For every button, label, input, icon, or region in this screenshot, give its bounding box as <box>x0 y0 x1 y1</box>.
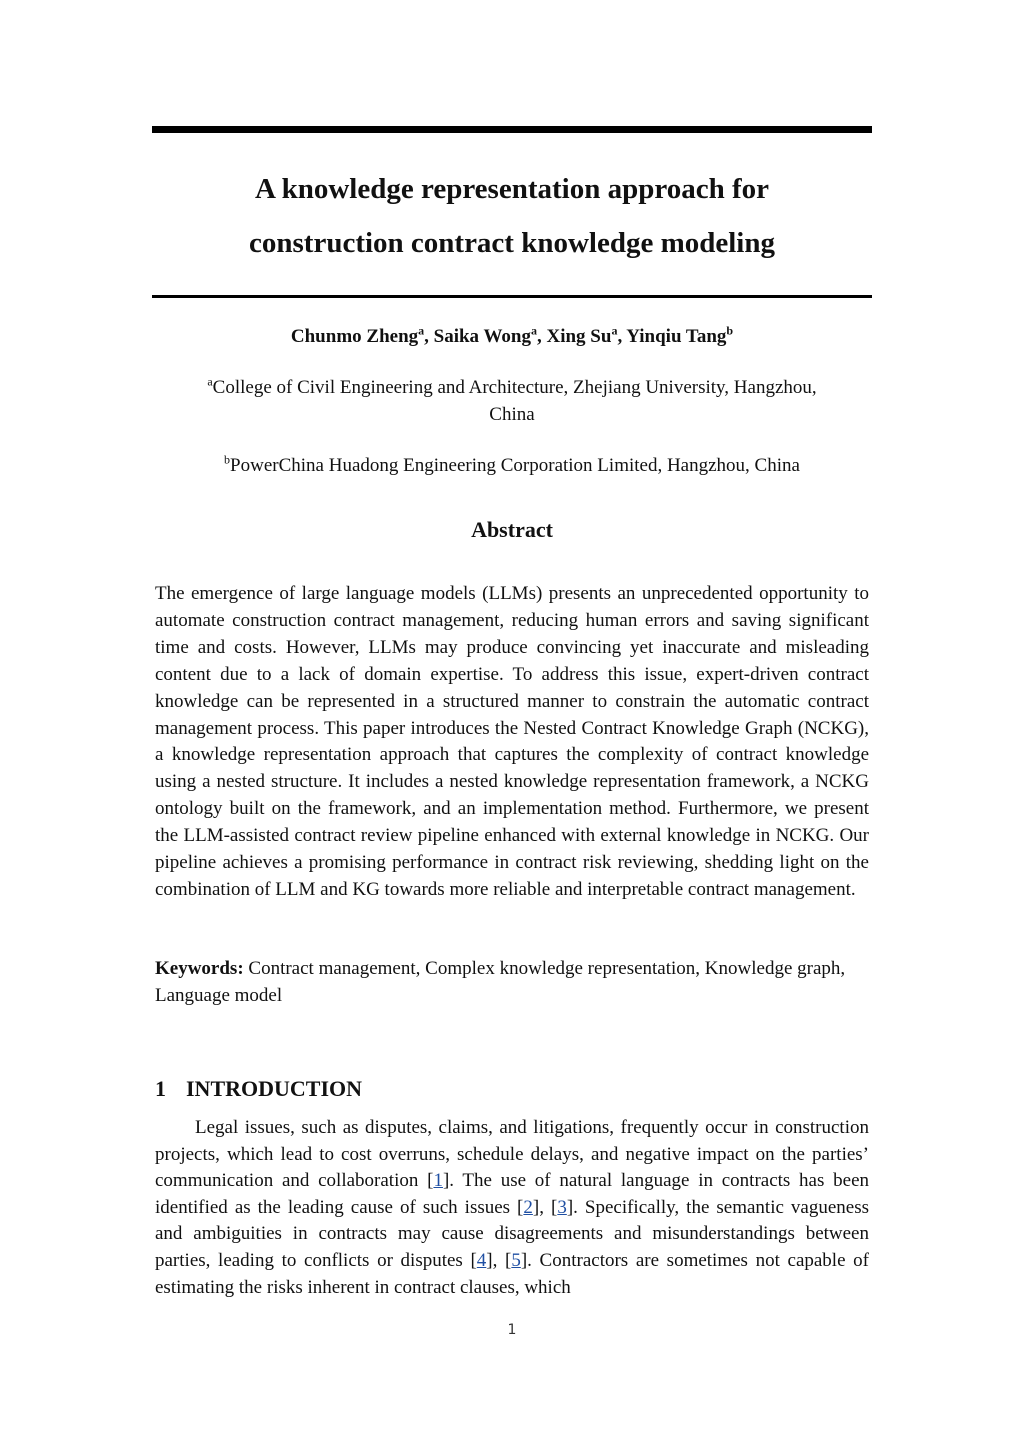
author-affiliation-mark: a <box>530 323 537 338</box>
author-affiliation-mark: a <box>418 323 425 338</box>
author-affiliation-mark: b <box>726 323 734 338</box>
citation-link[interactable]: 4 <box>476 1249 487 1271</box>
citation-link[interactable]: 1 <box>433 1170 443 1192</box>
citation-link[interactable]: 5 <box>511 1249 521 1271</box>
section-number: 1 <box>155 1076 166 1101</box>
author-separator: , <box>536 326 547 347</box>
keywords-label: Keywords: <box>155 958 244 979</box>
title-rule <box>152 295 872 298</box>
intro-paragraph <box>155 1115 869 1301</box>
keywords <box>155 955 869 1009</box>
author-separator: , <box>424 326 434 347</box>
intro-text: Legal issues, such as disputes, claims, and litigations, frequently occur in construction projects, which lead to cost overruns, schedule delays, and negative impact on the parties’ communication and collaboration [ <box>155 1117 869 1192</box>
paper-title <box>152 162 872 270</box>
author-name: Chunmo Zheng <box>290 326 419 347</box>
intro-text: ]. Specifically, the semantic vagueness and ambiguities in contracts may cause disagreements and misunderstandings between parties, leading to conflicts or disputes [ <box>155 1196 870 1271</box>
author-name: Saika Wong <box>433 326 531 347</box>
abstract-body: The emergence of large language models (LLMs) presents an unprecedented opportunity to automate construction contract management, reducing human errors and saving significant time and costs. However, LLMs may produce convincing yet inaccurate and misleading content due to a lack of domain expertise. To address this issue, expert-driven contract knowledge can be represented in a structured manner to constrain the automatic contract management process. This paper introduces the Nested Contract Knowledge Graph (NCKG), a knowledge representation approach that captures the complexity of contract knowledge using a nested structure. It includes a nested knowledge representation framework, a NCKG ontology built on the framework, and an implementation method. Furthermore, we present the LLM-assisted contract review pipeline enhanced with external knowledge in NCKG. Our pipeline achieves a promising performance in contract risk reviewing, shedding light on the combination of LLM and KG towards more reliable and interpretable contract management. <box>155 583 869 900</box>
intro-text: ]. The use of natural language in contracts has been identified as the leading cause of such issues [ <box>155 1170 869 1218</box>
citation-link[interactable]: 2 <box>523 1196 533 1218</box>
intro-text: ]. Contractors are sometimes not capable of estimating the risks inherent in contract clauses, which <box>155 1249 869 1298</box>
title-line-1: A knowledge representation approach for <box>255 173 769 205</box>
section-title: INTRODUCTION <box>186 1076 363 1101</box>
affiliation-text-line-2: China <box>489 404 535 425</box>
abstract-heading: Abstract <box>471 517 553 542</box>
affiliation-mark: a <box>207 374 213 389</box>
author-separator: , <box>617 326 627 347</box>
keywords-text: Contract management, Complex knowledge representation, Knowledge graph, Language model <box>155 958 846 1006</box>
affiliation-a <box>152 374 872 428</box>
section-heading <box>155 1073 869 1105</box>
top-rule <box>152 126 872 133</box>
title-line-2: construction contract knowledge modeling <box>249 227 775 259</box>
intro-text: ], [ <box>532 1196 558 1218</box>
citation-link[interactable]: 3 <box>557 1196 567 1218</box>
author-name: Yinqiu Tang <box>626 326 727 347</box>
page-number: 1 <box>507 1322 517 1338</box>
affiliation-b <box>152 452 872 479</box>
author-name: Xing Su <box>546 326 612 347</box>
intro-text: ], [ <box>486 1249 512 1271</box>
affiliation-text: PowerChina Huadong Engineering Corporation Limited, Hangzhou, China <box>230 455 800 476</box>
author-list <box>152 323 872 351</box>
author-affiliation-mark: a <box>611 323 618 338</box>
affiliation-text-line-1: College of Civil Engineering and Architecture, Zhejiang University, Hangzhou, <box>212 377 817 398</box>
affiliation-mark: b <box>224 452 231 467</box>
